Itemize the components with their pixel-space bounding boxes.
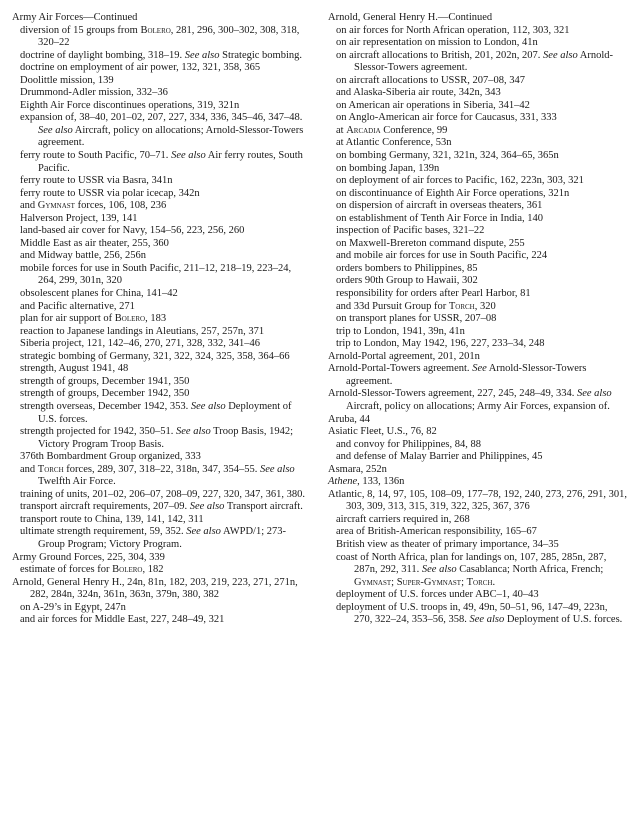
- index-text: Doolittle mission, 139: [20, 74, 114, 86]
- index-text-smallcaps: Gymnast: [37, 200, 75, 212]
- index-text: Air ferry routes, South Pacific.: [38, 150, 303, 174]
- index-subentry: [12, 263, 312, 288]
- index-subentry: [12, 401, 312, 426]
- index-text: estimate of forces for: [20, 564, 113, 576]
- index-text: deployment of U.S. forces under ABC–1, 40–43: [336, 589, 539, 601]
- index-subentry: [328, 288, 628, 301]
- index-text: Arnold-Slessor-Towers agreement, 227, 245, 248–49, 334.: [328, 388, 577, 400]
- index-subentry: [12, 238, 312, 251]
- index-text: ;: [461, 576, 467, 588]
- index-text: Aircraft, policy on allocations; Arnold-Slessor-Towers agreement.: [38, 124, 304, 149]
- index-subentry: [12, 250, 312, 263]
- index-subentry: [328, 100, 628, 113]
- index-text: Arnold-Slessor-Towers agreement.: [346, 363, 587, 387]
- index-text: strength overseas, December 1942, 353.: [20, 400, 191, 412]
- index-text: deployment of U.S. troops in, 49, 49n, 50–51, 96, 147–49, 223n, 270, 322–24, 353–56, 358.: [336, 601, 608, 626]
- index-text: at: [336, 124, 347, 136]
- index-subentry: [12, 388, 312, 401]
- index-text: Twelfth Air Force.: [38, 476, 116, 488]
- index-subentry: [328, 326, 628, 339]
- index-subentry: [328, 263, 628, 276]
- index-text: .: [492, 576, 496, 588]
- index-text-italic: See: [472, 363, 487, 375]
- index-subentry: [328, 175, 628, 188]
- index-text: Atlantic, 8, 14, 97, 105, 108–09, 177–78, 192, 240, 273, 276, 291, 301, 303, 309, 313, 315, 319, 322, 325, 367, 376: [328, 488, 627, 513]
- index-subentry: [12, 225, 312, 238]
- index-subentry: [12, 188, 312, 201]
- index-text: on air representation on mission to London, 41n: [336, 37, 538, 49]
- index-text: on deployment of air forces to Pacific, 162, 223n, 303, 321: [336, 175, 584, 187]
- index-text: British view as theater of primary importance, 34–35: [336, 538, 559, 550]
- index-entry: [328, 414, 628, 427]
- index-text: trip to London, May 1942, 196, 227, 233–34, 248: [336, 338, 545, 350]
- index-text: and mobile air forces for use in South Pacific, 224: [336, 250, 548, 262]
- index-subentry: [328, 200, 628, 213]
- index-text-smallcaps: Bolero: [112, 564, 143, 576]
- index-text: 376th Bombardment Group organized, 333: [20, 451, 201, 463]
- index-subentry: [328, 37, 628, 50]
- index-text: doctrine on employment of air power, 132, 321, 358, 365: [20, 62, 261, 74]
- index-text: , 182: [142, 564, 164, 576]
- index-text: Siberia project, 121, 142–46, 270, 271, 328, 332, 341–46: [20, 338, 261, 350]
- index-text: on American air operations in Siberia, 341–42: [336, 99, 530, 111]
- index-text: ferry route to South Pacific, 70–71.: [20, 150, 172, 162]
- index-text: and air forces for Middle East, 227, 248–49, 321: [20, 614, 225, 626]
- index-subentry: [12, 526, 312, 551]
- index-subentry: [12, 451, 312, 464]
- index-subentry: [328, 25, 628, 38]
- index-text: Army Air Forces—Continued: [12, 12, 138, 23]
- index-text-italic: See also: [421, 564, 457, 576]
- index-text-italic: See also: [186, 526, 221, 538]
- index-subentry: [328, 225, 628, 238]
- index-text-smallcaps: Torch: [448, 300, 475, 312]
- index-text: coast of North Africa, plan for landings on, 107, 285, 285n, 287, 287n, 292, 311.: [336, 551, 607, 576]
- index-subentry: [12, 288, 312, 301]
- index-text: on Anglo-American air force for Caucasus, 331, 333: [336, 112, 557, 124]
- index-entry: [12, 552, 312, 565]
- index-text: expansion of, 38–40, 201–02, 207, 227, 334, 336, 345–46, 347–48.: [20, 112, 303, 124]
- index-subentry: [328, 313, 628, 326]
- index-entry: [328, 489, 628, 514]
- index-text: plan for air support of: [20, 313, 115, 325]
- index-text: Transport aircraft.: [224, 501, 303, 513]
- index-subentry: [328, 150, 628, 163]
- index-text: Deployment of U.S. forces.: [38, 400, 292, 425]
- index-subentry: [12, 376, 312, 389]
- index-subentry: [12, 326, 312, 339]
- index-subentry: [12, 464, 312, 489]
- index-subentry: [328, 137, 628, 150]
- index-text: Asmara, 252n: [328, 463, 387, 475]
- index-text-smallcaps: Gymnast: [354, 576, 392, 588]
- index-subentry: [328, 539, 628, 552]
- index-text: and 33d Pursuit Group for: [336, 300, 449, 312]
- index-subentry: [12, 50, 312, 63]
- index-text-italic: See also: [38, 124, 73, 136]
- index-column-right: [328, 12, 628, 627]
- index-text-italic: See also: [259, 463, 295, 475]
- index-text: orders bombers to Philippines, 85: [336, 262, 478, 274]
- index-text: Arnold-Slessor-Towers agreement.: [354, 49, 614, 74]
- index-text-italic: See also: [171, 150, 206, 162]
- index-subentry: [12, 564, 312, 577]
- index-text: strategic bombing of Germany, 321, 322, 324, 325, 358, 364–66: [20, 350, 290, 362]
- index-text: on bombing Germany, 321, 321n, 324, 364–65, 365n: [336, 150, 559, 162]
- index-text: and: [20, 200, 38, 212]
- index-text: on dispersion of aircraft in overseas theaters, 361: [336, 200, 543, 212]
- index-subentry: [328, 87, 628, 100]
- index-text: Arnold-Portal agreement, 201, 201n: [328, 350, 480, 362]
- index-subentry: [12, 100, 312, 113]
- index-text: forces, 106, 108, 236: [74, 200, 167, 212]
- index-text: strength, August 1941, 48: [20, 363, 129, 375]
- index-text: Conference, 99: [380, 124, 448, 136]
- index-text: obsolescent planes for China, 141–42: [20, 288, 178, 300]
- index-text: Halverson Project, 139, 141: [20, 212, 138, 224]
- index-text-italic: Athene: [328, 476, 358, 488]
- index-entry: [12, 12, 312, 25]
- index-text-italic: See also: [189, 501, 225, 513]
- index-text: and Midway battle, 256, 256n: [20, 250, 146, 262]
- index-text: Eighth Air Force discontinues operations, 319, 321n: [20, 99, 240, 111]
- index-text: strength of groups, December 1942, 350: [20, 388, 190, 400]
- index-entry: [328, 363, 628, 388]
- index-entry: [328, 426, 628, 439]
- index-subentry: [12, 363, 312, 376]
- index-text: responsibility for orders after Pearl Harbor, 81: [336, 288, 531, 300]
- index-column-left: [12, 12, 312, 627]
- index-text: doctrine of daylight bombing, 318–19.: [20, 49, 185, 61]
- index-subentry: [328, 451, 628, 464]
- index-text: on aircraft allocations to USSR, 207–08, 347: [336, 74, 525, 86]
- index-text: forces, 289, 307, 318–22, 318n, 347, 354–55.: [63, 463, 260, 475]
- index-entry: [328, 476, 628, 489]
- index-text: and: [20, 463, 38, 475]
- index-text: Middle East as air theater, 255, 360: [20, 237, 169, 249]
- index-text: on air forces for North African operation, 112, 303, 321: [336, 24, 570, 36]
- index-text: transport aircraft requirements, 207–09.: [20, 501, 190, 513]
- index-subentry: [12, 25, 312, 50]
- index-text: on A-29’s in Egypt, 247n: [20, 601, 126, 613]
- index-subentry: [12, 112, 312, 150]
- index-text: training of units, 201–02, 206–07, 208–09, 227, 320, 347, 361, 380.: [20, 488, 305, 500]
- index-text: Arnold-Portal-Towers agreement.: [328, 363, 473, 375]
- index-text-italic: See also: [576, 388, 612, 400]
- index-text: and convoy for Philippines, 84, 88: [336, 438, 481, 450]
- index-text: at Atlantic Conference, 53n: [336, 137, 452, 149]
- index-text: Asiatic Fleet, U.S., 76, 82: [328, 426, 437, 438]
- index-text: Casablanca; North Africa, French;: [456, 564, 604, 576]
- index-text: on Maxwell-Brereton command dispute, 255: [336, 237, 525, 249]
- index-subentry: [328, 112, 628, 125]
- index-text: on aircraft allocations to British, 201, 202n, 207.: [336, 49, 544, 61]
- index-subentry: [12, 200, 312, 213]
- index-subentry: [12, 514, 312, 527]
- index-subentry: [12, 175, 312, 188]
- index-subentry: [328, 50, 628, 75]
- index-text: Strategic bombing.: [219, 49, 303, 61]
- index-subentry: [328, 552, 628, 590]
- index-text: , 183: [145, 313, 167, 325]
- index-text-italic: See also: [543, 49, 578, 61]
- index-subentry: [12, 338, 312, 351]
- index-text-smallcaps: Bolero: [114, 313, 146, 325]
- index-text: aircraft carriers required in, 268: [336, 513, 470, 525]
- index-text: on establishment of Tenth Air Force in India, 140: [336, 212, 543, 224]
- index-text: , 133, 136n: [357, 476, 405, 488]
- index-text-italic: See also: [176, 426, 211, 438]
- index-text: ferry route to USSR via polar icecap, 342n: [20, 187, 200, 199]
- index-subentry: [12, 75, 312, 88]
- index-text-smallcaps: Torch: [37, 463, 64, 475]
- index-text: Aruba, 44: [328, 413, 370, 425]
- index-text: and Pacific alternative, 271: [20, 300, 135, 312]
- index-subentry: [328, 602, 628, 627]
- index-subentry: [12, 213, 312, 226]
- index-subentry: [12, 501, 312, 514]
- index-text: transport route to China, 139, 141, 142, 311: [20, 513, 204, 525]
- index-subentry: [328, 439, 628, 452]
- index-text: land-based air cover for Navy, 154–56, 223, 256, 260: [20, 225, 245, 237]
- index-text: on discontinuance of Eighth Air Force operations, 321n: [336, 187, 570, 199]
- index-subentry: [328, 514, 628, 527]
- index-subentry: [328, 589, 628, 602]
- index-text: diversion of 15 groups from: [20, 24, 141, 36]
- index-subentry: [328, 338, 628, 351]
- index-text: on bombing Japan, 139n: [336, 162, 440, 174]
- index-text-smallcaps: Super-Gymnast: [396, 576, 462, 588]
- index-entry: [328, 464, 628, 477]
- index-subentry: [328, 526, 628, 539]
- index-text: Arnold, General Henry H.—Continued: [328, 12, 493, 23]
- index-subentry: [328, 301, 628, 314]
- index-text-italic: See also: [184, 49, 220, 61]
- index-subentry: [12, 150, 312, 175]
- index-text: and defense of Malay Barrier and Philippines, 45: [336, 451, 543, 463]
- index-entry: [328, 351, 628, 364]
- index-subentry: [12, 62, 312, 75]
- index-text: trip to London, 1941, 39n, 41n: [336, 325, 465, 337]
- index-text: Drummond-Adler mission, 332–36: [20, 87, 168, 99]
- index-text: and Alaska-Siberia air route, 342n, 343: [336, 87, 501, 99]
- index-text: , 281, 296, 300–302, 308, 318, 320–22: [38, 24, 300, 49]
- index-text-italic: See also: [190, 400, 226, 412]
- index-subentry: [328, 238, 628, 251]
- index-entry: [328, 12, 628, 25]
- index-subentry: [328, 188, 628, 201]
- index-subentry: [12, 351, 312, 364]
- index-subentry: [12, 489, 312, 502]
- index-subentry: [12, 87, 312, 100]
- index-text: ;: [391, 576, 397, 588]
- index-text: Army Ground Forces, 225, 304, 339: [12, 551, 165, 563]
- index-text: on transport planes for USSR, 207–08: [336, 313, 497, 325]
- index-text-smallcaps: Bolero: [140, 24, 171, 36]
- index-text-smallcaps: Arcadia: [346, 124, 381, 136]
- index-text: Aircraft, policy on allocations; Army Air Forces, expansion of.: [346, 400, 610, 412]
- index-text: , 320: [474, 300, 496, 312]
- index-text: area of British-American responsibility, 165–67: [336, 526, 537, 538]
- index-subentry: [328, 163, 628, 176]
- index-subentry: [12, 313, 312, 326]
- index-subentry: [328, 275, 628, 288]
- index-text: orders 90th Group to Hawaii, 302: [336, 275, 478, 287]
- index-text-italic: See also: [469, 614, 505, 626]
- index-subentry: [328, 125, 628, 138]
- index-text: reaction to Japanese landings in Aleutians, 257, 257n, 371: [20, 325, 265, 337]
- index-text: AWPD/1; 273-Group Program; Victory Program.: [38, 526, 286, 550]
- index-subentry: [12, 602, 312, 615]
- index-text: inspection of Pacific bases, 321–22: [336, 225, 485, 237]
- index-text: Arnold, General Henry H., 24n, 81n, 182, 203, 219, 223, 271, 271n, 282, 284n, 324n, 361n, 363n, 379n, 380, 382: [12, 576, 298, 601]
- index-subentry: [328, 75, 628, 88]
- index-text: mobile forces for use in South Pacific, 211–12, 218–19, 223–24, 264, 299, 301n, 320: [20, 262, 292, 287]
- index-subentry: [328, 213, 628, 226]
- index-entry: [12, 577, 312, 602]
- index-entry: [328, 388, 628, 413]
- index-text: strength projected for 1942, 350–51.: [20, 426, 177, 438]
- index-subentry: [12, 614, 312, 627]
- index-text: Deployment of U.S. forces.: [504, 614, 623, 626]
- index-subentry: [12, 301, 312, 314]
- index-text: Troop Basis, 1942; Victory Program Troop Basis.: [38, 426, 293, 450]
- index-subentry: [328, 250, 628, 263]
- index-text: strength of groups, December 1941, 350: [20, 375, 190, 387]
- index-text-smallcaps: Torch: [466, 576, 493, 588]
- index-text: ultimate strength requirement, 59, 352.: [20, 526, 187, 538]
- index-subentry: [12, 426, 312, 451]
- index-text: ferry route to USSR via Basra, 341n: [20, 175, 173, 187]
